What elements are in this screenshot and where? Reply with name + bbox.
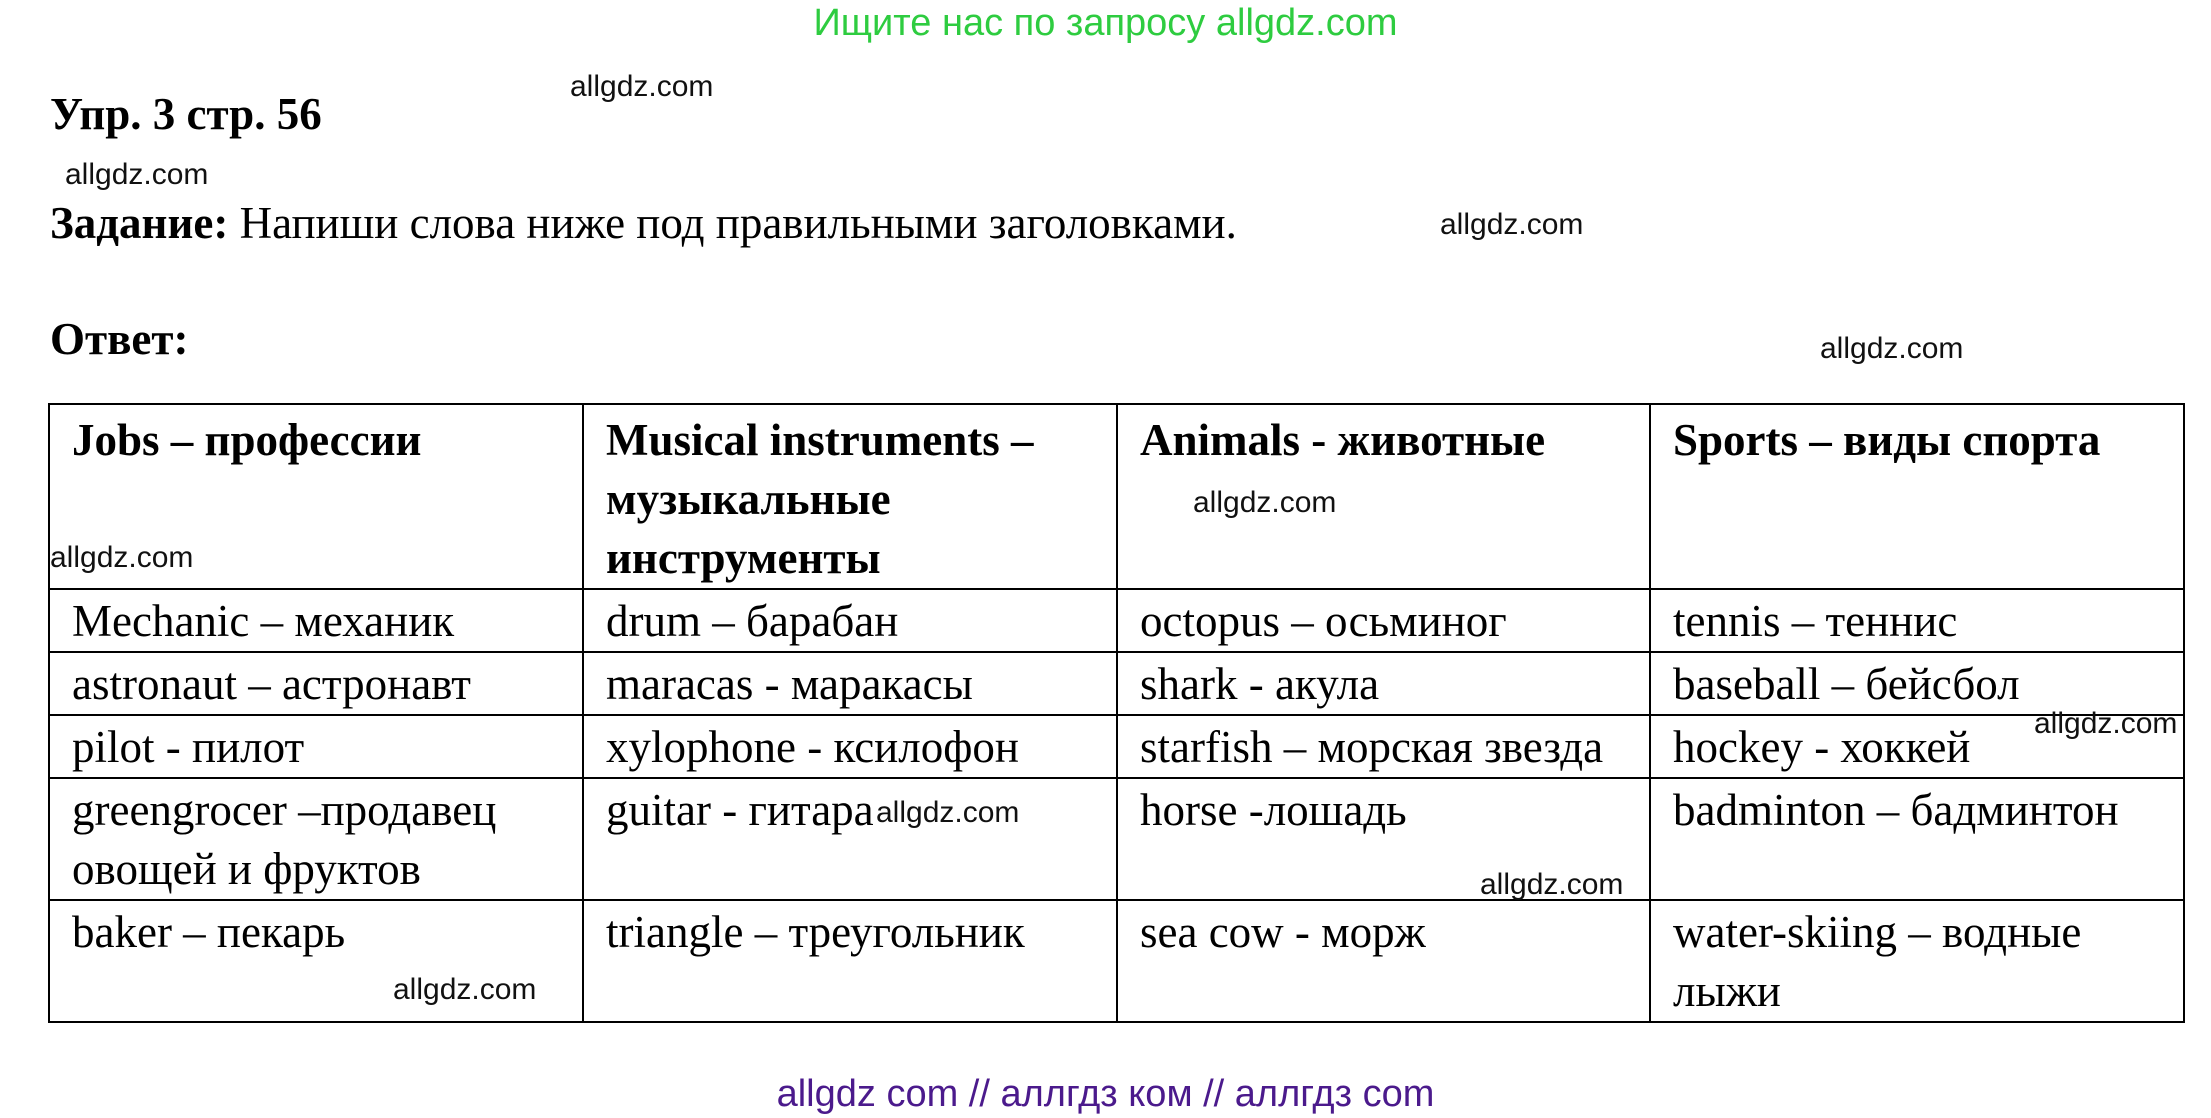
table-cell: starfish – морская звезда — [1117, 715, 1650, 778]
watermark: allgdz.com — [50, 541, 194, 574]
watermark: allgdz.com — [1440, 208, 1584, 241]
table-cell: shark - акула — [1117, 652, 1650, 715]
table-row — [49, 900, 2184, 1022]
watermark: allgdz.com — [1820, 332, 1964, 365]
task-label: Задание: — [50, 198, 229, 248]
watermark: allgdz.com — [65, 158, 209, 191]
table-row — [49, 715, 2184, 778]
header-instruments: Musical instruments – музыкальные инструменты — [583, 404, 1117, 589]
header-jobs: Jobs – профессии — [49, 404, 583, 589]
answer-label: Ответ: — [50, 314, 189, 364]
table-cell: tennis – теннис — [1650, 589, 2184, 652]
table-cell: badminton – бадминтон — [1650, 778, 2184, 900]
table-cell: astronaut – астронавт — [49, 652, 583, 715]
table-cell: baker – пекарь — [49, 900, 583, 1022]
exercise-title: Упр. 3 стр. 56 — [50, 89, 322, 139]
table-cell: Mechanic – механик — [49, 589, 583, 652]
table-cell: greengrocer –продавец овощей и фруктов — [49, 778, 583, 900]
table-cell: sea cow - морж — [1117, 900, 1650, 1022]
task-text: Напиши слова ниже под правильными заголовками. — [239, 198, 1237, 248]
header-animals: Animals - животные — [1117, 404, 1650, 589]
table-cell: triangle – треугольник — [583, 900, 1117, 1022]
table-cell: xylophone - ксилофон — [583, 715, 1117, 778]
table-cell: pilot - пилот — [49, 715, 583, 778]
table-header-row — [49, 404, 2184, 589]
footer-watermark: allgdz com // аллгдз ком // аллгдз com — [776, 1073, 1435, 1115]
task-line — [50, 197, 1237, 249]
table-cell: guitar - гитара — [583, 778, 1117, 900]
table-cell: horse -лошадь — [1117, 778, 1650, 900]
table-row — [49, 778, 2184, 900]
answer-table — [48, 403, 2185, 1023]
watermark: allgdz.com — [1193, 486, 1337, 519]
watermark: allgdz.com — [2034, 707, 2178, 740]
watermark: allgdz.com — [1480, 868, 1624, 901]
table-cell: baseball – бейсбол — [1650, 652, 2184, 715]
watermark: allgdz.com — [876, 796, 1020, 829]
watermark: allgdz.com — [393, 973, 537, 1006]
top-banner: Ищите нас по запросу allgdz.com — [813, 2, 1398, 44]
table-cell: water-skiing – водные лыжи — [1650, 900, 2184, 1022]
table-cell: octopus – осьминог — [1117, 589, 1650, 652]
table-row — [49, 652, 2184, 715]
table-cell: hockey - хоккей — [1650, 715, 2184, 778]
table-cell: drum – барабан — [583, 589, 1117, 652]
header-sports: Sports – виды спорта — [1650, 404, 2184, 589]
table-cell: maracas - маракасы — [583, 652, 1117, 715]
table-row — [49, 589, 2184, 652]
watermark: allgdz.com — [570, 70, 714, 103]
